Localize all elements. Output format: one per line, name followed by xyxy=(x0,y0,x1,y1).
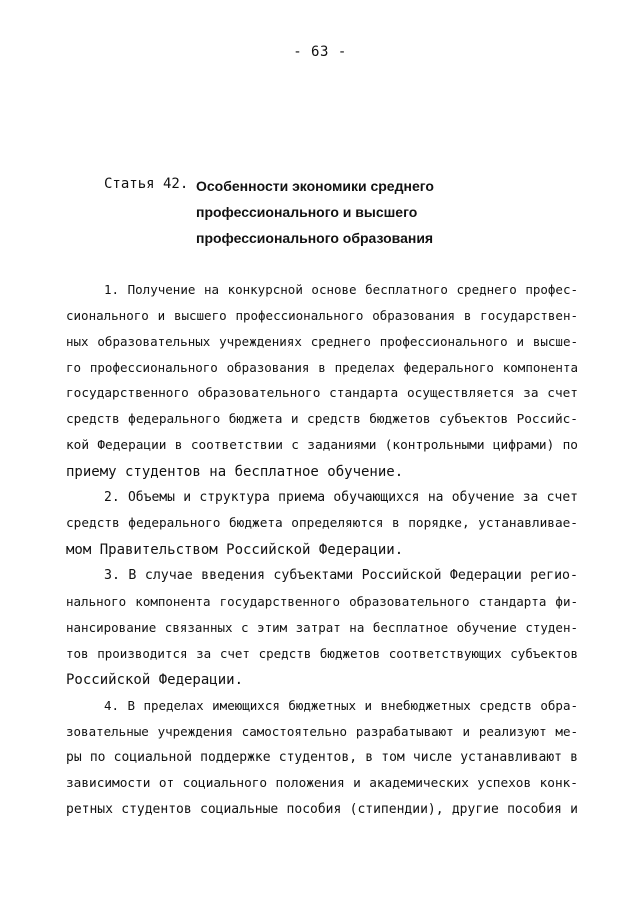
paragraph-line: 2. Объемы и структура приема обучающихся на обучение за счет xyxy=(104,490,578,505)
paragraph-line: ры по социальной поддержке студентов, в том числе устанавливают в xyxy=(66,750,578,765)
article-title-line: Особенности экономики среднего xyxy=(196,178,434,194)
paragraph-line: 4. В пределах имеющихся бюджетных и внебюджетных средств обра- xyxy=(104,698,578,713)
paragraph-line: 1. Получение на конкурсной основе бесплатного среднего профес- xyxy=(104,282,578,297)
paragraph-line: приему студентов на бесплатное обучение. xyxy=(66,464,404,480)
paragraph-line: 3. В случае введения субъектами Российской Федерации регио- xyxy=(104,568,578,583)
paragraph-line: мом Правительством Российской Федерации. xyxy=(66,542,404,558)
paragraph-line: го профессионального образования в пределах федерального компонента xyxy=(66,360,578,375)
article-title-line: профессионального образования xyxy=(196,230,434,246)
article-title xyxy=(196,176,476,254)
paragraph-line: кой Федерации в соответствии с заданиями (контрольными цифрами) по xyxy=(66,438,578,453)
paragraph-line: средств федерального бюджета определяются в порядке, устанавливае- xyxy=(66,516,578,531)
page-number: - 63 - xyxy=(293,44,347,60)
paragraph-line: нального компонента государственного образовательного стандарта фи- xyxy=(66,594,578,609)
paragraph-line: государственного образовательного стандарта осуществляется за счет xyxy=(66,386,578,401)
article-body xyxy=(66,280,578,826)
paragraph-line: сионального и высшего профессионального образования в государствен- xyxy=(66,308,578,323)
paragraph-line: средств федерального бюджета и средств бюджетов субъектов Российс- xyxy=(66,412,578,427)
paragraph-line: тов производится за счет средств бюджетов соответствующих субъектов xyxy=(66,646,578,661)
paragraph-line: нансирование связанных с этим затрат на бесплатное обучение студен- xyxy=(66,620,578,635)
paragraph-line: зовательные учреждения самостоятельно разрабатывают и реализуют ме- xyxy=(66,724,578,739)
paragraph-line: ретных студентов социальные пособия (стипендии), другие пособия и xyxy=(66,802,578,817)
paragraph-line: Российской Федерации. xyxy=(66,672,244,688)
paragraph-line: зависимости от социального положения и академических успехов конк- xyxy=(66,776,578,791)
article-label: Статья 42. xyxy=(104,176,189,192)
article-title-line: профессионального и высшего xyxy=(196,204,418,220)
paragraph-line: ных образовательных учреждениях среднего профессионального и высше- xyxy=(66,334,578,349)
